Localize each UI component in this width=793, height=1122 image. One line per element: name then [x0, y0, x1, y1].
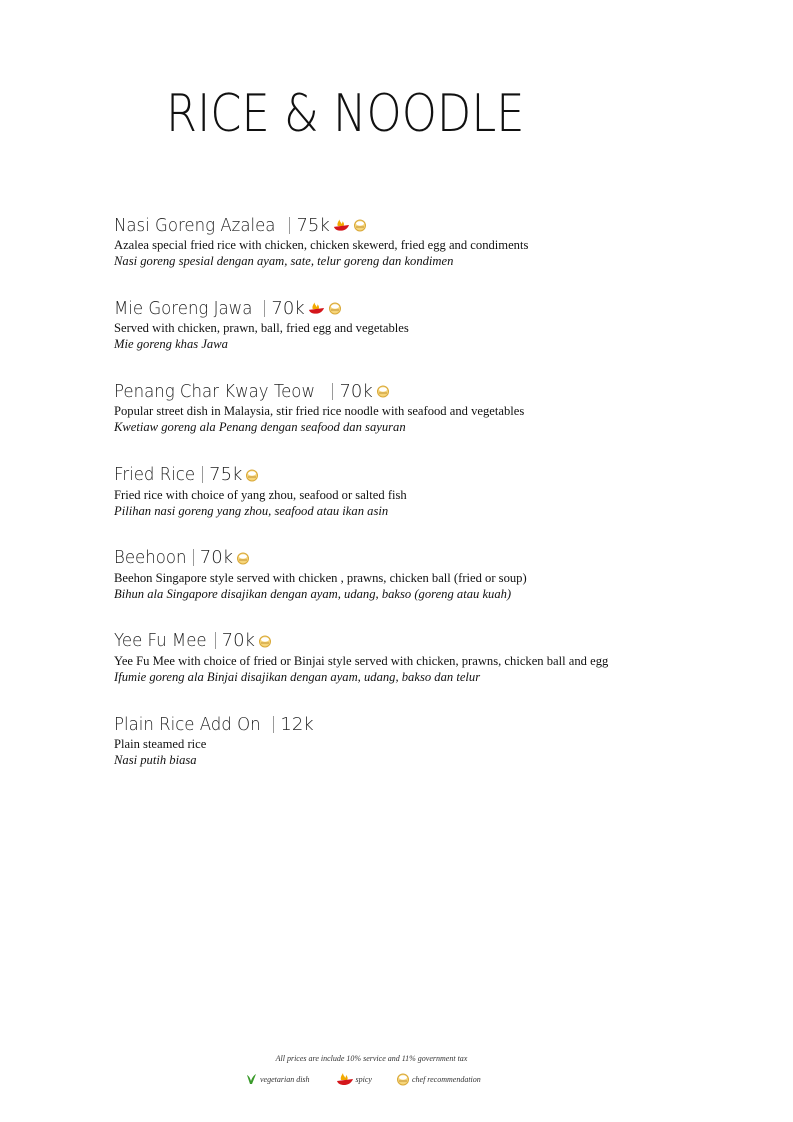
chef-recommendation-icon: [376, 384, 390, 398]
menu-item-name: Beehoon: [114, 547, 187, 569]
chef-recommendation-icon: [328, 301, 342, 315]
menu-item-description: Served with chicken, prawn, ball, fried egg and vegetables: [114, 321, 409, 336]
menu-item-description-indonesian: Kwetiaw goreng ala Penang dengan seafood dan sayuran: [114, 420, 406, 435]
menu-item-description: Beehon Singapore style served with chicken , prawns, chicken ball (fried or soup): [114, 570, 527, 585]
spicy-icon: [308, 301, 325, 315]
price-separator: [193, 549, 194, 566]
menu-item-price: 70k: [221, 630, 255, 652]
legend-item-vegetarian: [244, 1072, 310, 1086]
menu-item: [114, 630, 754, 713]
menu-item-name: Mie Goreng Jawa: [114, 297, 253, 319]
legend-label-chef: chef recommendation: [411, 1074, 481, 1084]
legend-label-vegetarian: vegetarian dish: [260, 1074, 310, 1084]
menu-item-price: 12k: [280, 713, 314, 735]
chef-recommendation-icon: [396, 1072, 410, 1086]
tax-note: All prices are include 10% service and 11% government tax: [275, 1054, 468, 1063]
price-separator: [215, 632, 216, 649]
menu-item-name: Yee Fu Mee: [114, 630, 207, 652]
menu-item-name: Penang Char Kway Teow: [114, 380, 315, 402]
vegetarian-icon: [244, 1072, 258, 1086]
menu-item-description-indonesian: Pilihan nasi goreng yang zhou, seafood atau ikan asin: [114, 503, 389, 518]
menu-item-description-indonesian: Nasi putih biasa: [114, 753, 197, 768]
footer: [0, 1054, 793, 1084]
menu-item-description-indonesian: Bihun ala Singapore disajikan dengan ayam, udang, bakso (goreng atau kuah): [114, 586, 512, 601]
menu-item-description-indonesian: Ifumie goreng ala Binjai disajikan dengan ayam, udang, bakso dan telur: [114, 669, 481, 684]
menu-item: [114, 547, 754, 630]
menu-item-price: 75k: [209, 464, 243, 486]
menu-item-description: Azalea special fried rice with chicken, chicken skewerd, fried egg and condiments: [114, 238, 529, 252]
menu-item-header: [114, 464, 754, 486]
menu-item-description: Plain steamed rice: [114, 737, 207, 752]
chef-recommendation-icon: [245, 468, 259, 482]
menu-item-header: [114, 380, 754, 402]
menu-item-header: [114, 547, 754, 569]
legend: [244, 1072, 481, 1086]
menu-item-name: Plain Rice Add On: [114, 713, 261, 735]
page-title: RICE & NOODLE: [166, 84, 525, 144]
menu-item-price: 70k: [339, 380, 373, 402]
price-separator: [332, 383, 333, 400]
price-separator: [273, 716, 274, 733]
menu-item-description: Yee Fu Mee with choice of fried or Binjai style served with chicken, prawns, chicken ball and egg: [114, 653, 609, 668]
menu-item: [114, 380, 754, 463]
menu-item: [114, 464, 754, 547]
menu-item: [114, 713, 754, 796]
chef-recommendation-icon: [258, 634, 272, 648]
spicy-icon: [333, 218, 350, 232]
spicy-icon: [336, 1072, 354, 1086]
chef-recommendation-icon: [236, 551, 250, 565]
menu-item-name: Fried Rice: [114, 464, 196, 486]
menu-item-description: Popular street dish in Malaysia, stir fried rice noodle with seafood and vegetables: [114, 404, 525, 419]
legend-label-spicy: spicy: [355, 1074, 372, 1084]
menu-item-description-indonesian: Nasi goreng spesial dengan ayam, sate, telur goreng dan kondimen: [114, 254, 454, 268]
menu-item-header: [114, 713, 754, 735]
menu-item-price: 70k: [199, 547, 234, 569]
menu-item-price: 75k: [296, 214, 330, 236]
price-separator: [264, 300, 265, 317]
menu-item-header: [114, 630, 754, 652]
menu-list: [114, 214, 754, 796]
legend-item-chef: [396, 1072, 481, 1086]
legend-item-spicy: [336, 1072, 372, 1086]
menu-item-price: 70k: [271, 297, 305, 319]
menu-item-description: Fried rice with choice of yang zhou, seafood or salted fish: [114, 487, 407, 502]
menu-item: [114, 214, 754, 297]
price-separator: [289, 217, 290, 234]
price-separator: [202, 466, 203, 483]
menu-item-description-indonesian: Mie goreng khas Jawa: [114, 337, 228, 352]
menu-item-header: [114, 214, 754, 236]
chef-recommendation-icon: [353, 218, 367, 232]
menu-item: [114, 297, 754, 380]
menu-item-name: Nasi Goreng Azalea: [114, 214, 276, 236]
menu-item-header: [114, 297, 754, 319]
